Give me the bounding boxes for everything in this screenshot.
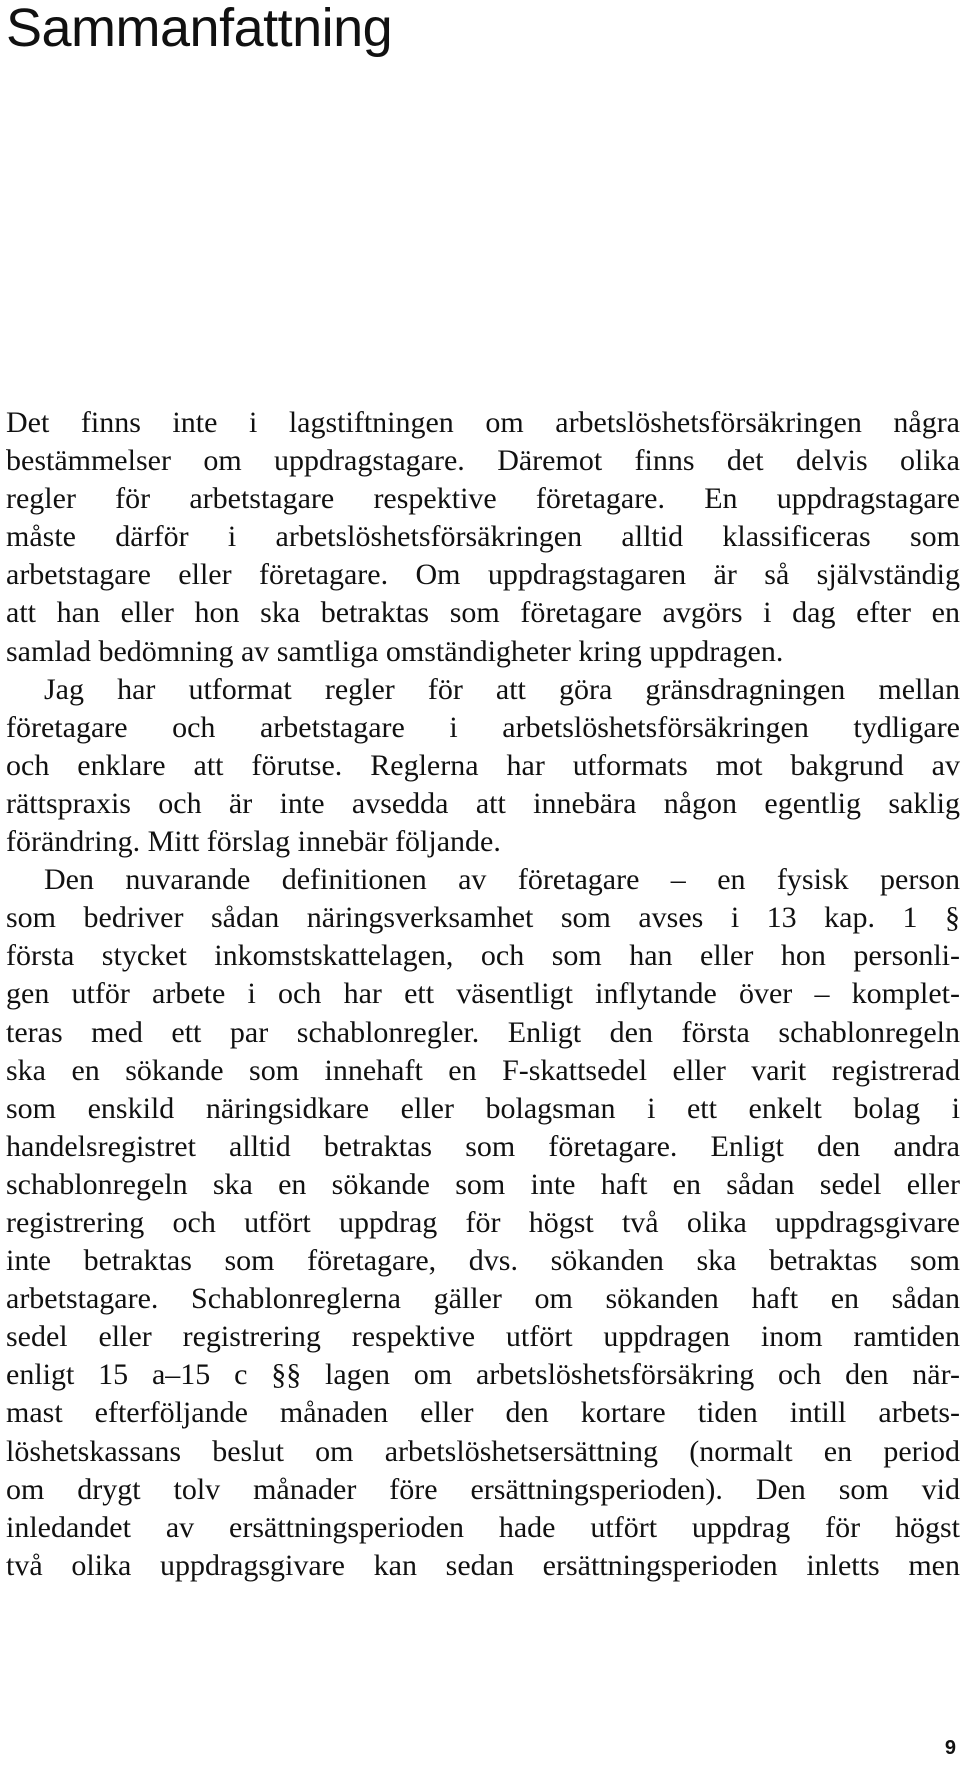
text-line: Den nuvarande definitionen av företagare – en fysisk person bbox=[44, 863, 960, 897]
text-line: som bedriver sådan näringsverksamhet som avses i 13 kap. 1 § bbox=[6, 901, 960, 935]
text-line: företagare och arbetstagare i arbetslöshetsförsäkringen tydligare bbox=[6, 710, 960, 744]
text-line: gen utför arbete i och har ett väsentligt inflytande över – komplet- bbox=[6, 977, 960, 1011]
text-line: förändring. Mitt förslag innebär följande. bbox=[6, 825, 501, 859]
text-line: Jag har utformat regler för att göra gränsdragningen mellan bbox=[44, 672, 960, 706]
text-line: teras med ett par schablonregler. Enligt den första schablonregeln bbox=[6, 1015, 960, 1049]
text-line: samlad bedömning av samtliga omständigheter kring uppdragen. bbox=[6, 634, 784, 668]
text-line: handelsregistret alltid betraktas som företagare. Enligt den andra bbox=[6, 1129, 960, 1163]
text-line: två olika uppdragsgivare kan sedan ersättningsperioden inletts men bbox=[6, 1548, 960, 1582]
page-number: 9 bbox=[944, 1737, 956, 1759]
text-line: arbetstagare. Schablonreglerna gäller om sökanden haft en sådan bbox=[6, 1282, 960, 1316]
text-line: arbetstagare eller företagare. Om uppdragstagaren är så självständig bbox=[6, 558, 960, 592]
text-line: rättspraxis och är inte avsedda att innebära någon egentlig saklig bbox=[6, 786, 960, 820]
text-line: registrering och utfört uppdrag för högst två olika uppdragsgivare bbox=[6, 1205, 960, 1239]
text-line: regler för arbetstagare respektive företagare. En uppdragstagare bbox=[6, 482, 960, 516]
paragraph-2 bbox=[6, 671, 960, 861]
text-line: löshetskassans beslut om arbetslöshetsersättning (normalt en period bbox=[6, 1434, 960, 1468]
text-line: första stycket inkomstskattelagen, och som han eller hon personli- bbox=[6, 939, 960, 973]
text-line: och enklare att förutse. Reglerna har utformats mot bakgrund av bbox=[6, 748, 960, 782]
text-line: att han eller hon ska betraktas som företagare avgörs i dag efter en bbox=[6, 596, 960, 630]
text-line: ska en sökande som innehaft en F-skattsedel eller varit registrerad bbox=[6, 1053, 960, 1087]
paragraph-1 bbox=[6, 404, 960, 671]
text-line: Det finns inte i lagstiftningen om arbetslöshetsförsäkringen några bbox=[6, 406, 960, 439]
text-line: inledandet av ersättningsperioden hade utfört uppdrag för högst bbox=[6, 1510, 960, 1544]
summary-body bbox=[6, 404, 960, 1585]
text-line: sedel eller registrering respektive utfört uppdragen inom ramtiden bbox=[6, 1320, 960, 1354]
text-line: mast efterföljande månaden eller den kortare tiden intill arbets- bbox=[6, 1396, 960, 1430]
text-line: som enskild näringsidkare eller bolagsman i ett enkelt bolag i bbox=[6, 1091, 960, 1125]
text-line: inte betraktas som företagare, dvs. sökanden ska betraktas som bbox=[6, 1244, 960, 1278]
text-line: schablonregeln ska en sökande som inte haft en sådan sedel eller bbox=[6, 1167, 960, 1201]
page-title: Sammanfattning bbox=[6, 0, 393, 58]
text-line: måste därför i arbetslöshetsförsäkringen alltid klassificeras som bbox=[6, 520, 960, 554]
text-line: om drygt tolv månader före ersättningsperioden). Den som vid bbox=[6, 1472, 960, 1506]
text-line: enligt 15 a–15 c §§ lagen om arbetslöshetsförsäkring och den när- bbox=[6, 1358, 960, 1392]
paragraph-3 bbox=[6, 861, 960, 1585]
text-line: bestämmelser om uppdragstagare. Däremot finns det delvis olika bbox=[6, 444, 960, 478]
